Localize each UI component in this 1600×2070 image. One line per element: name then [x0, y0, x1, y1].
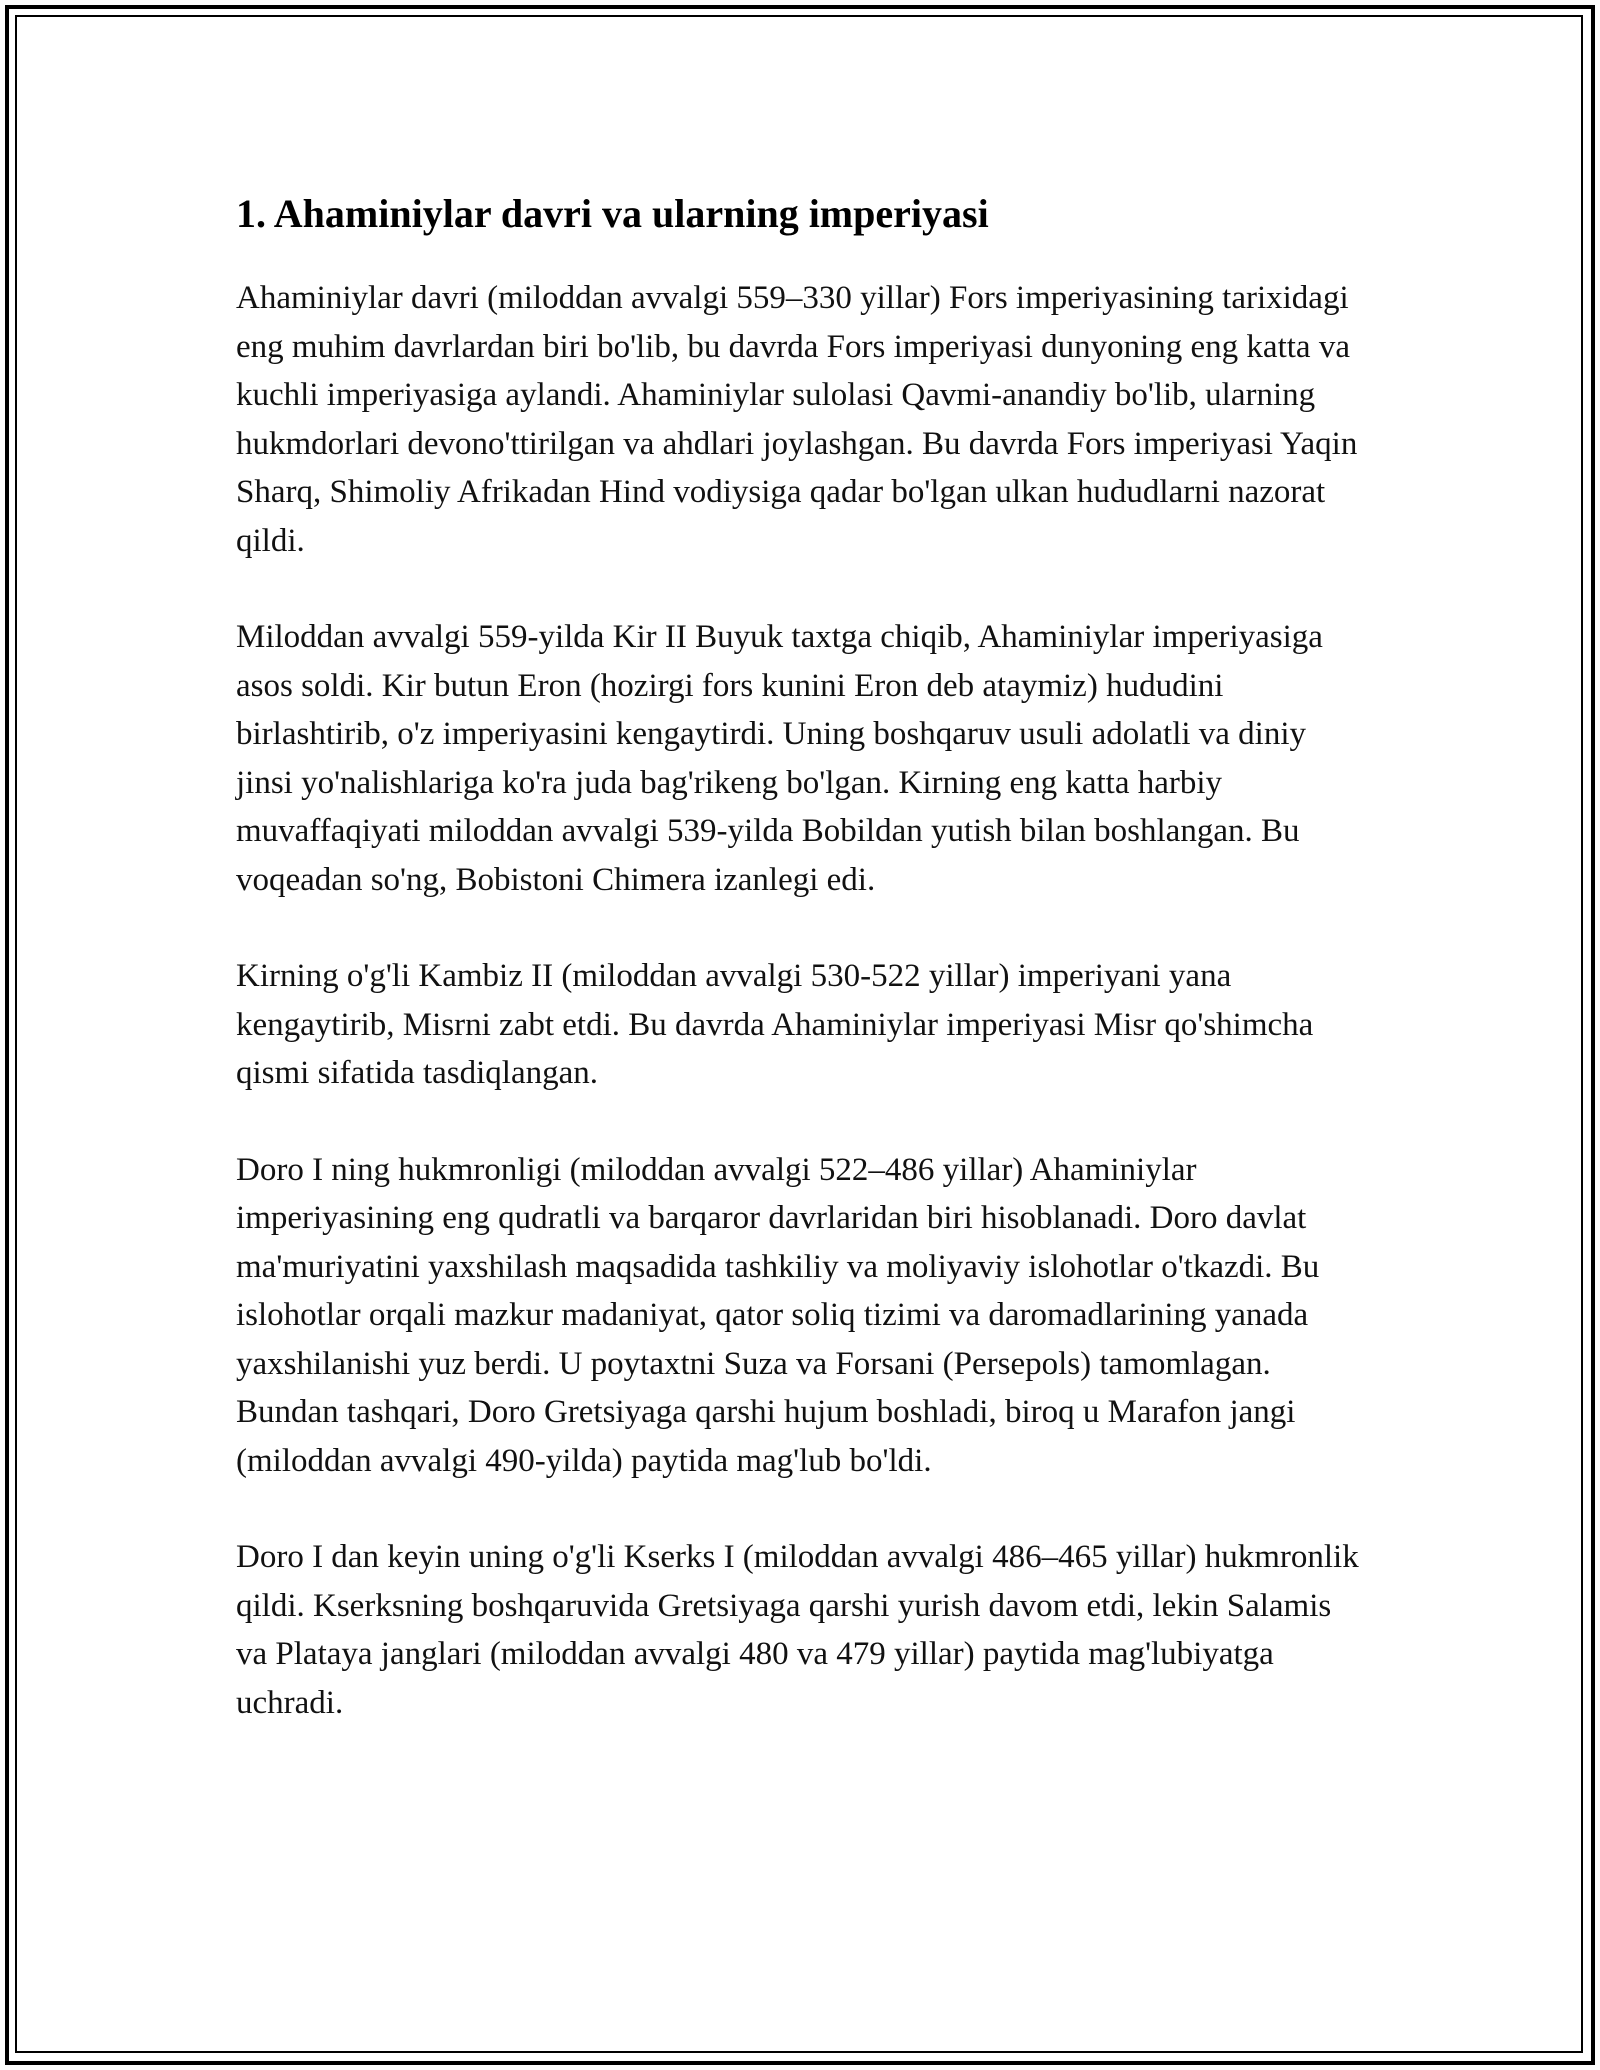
- paragraph-ahaminiylar-davri: Ahaminiylar davri (miloddan avvalgi 559–330 yillar) Fors imperiyasining tarixidagi eng muhim davrlardan biri bo'lib, bu davrda Fors imperiyasi dunyoning eng katta va kuchli imperiyasiga aylandi. Ahaminiylar sulolasi Qavmi-anandiy bo'lib, ularning hukmdorlari devono'ttirilgan va ahdlari joylashgan. Bu davrda Fors imperiyasi Yaqin Sharq, Shimoliy Afrikadan Hind vodiysiga qadar bo'lgan ulkan hududlarni nazorat qildi.: [236, 280, 1358, 559]
- paragraph-kambiz-ii: Kirning o'g'li Kambiz II (miloddan avvalgi 530-522 yillar) imperiyani yana kengaytirib, Misrni zabt etdi. Bu davrda Ahaminiylar imperiyasi Misr qo'shimcha qismi sifatida tasdiqlangan.: [236, 958, 1314, 1091]
- section-heading: 1. Ahaminiylar davri va ularning imperiyasi: [236, 191, 989, 236]
- paragraph-kserks-i: Doro I dan keyin uning o'g'li Kserks I (miloddan avvalgi 486–465 yillar) hukmronlik qildi. Kserksning boshqaruvida Gretsiyaga qarshi yurish davom etdi, lekin Salamis va Plataya janglari (miloddan avvalgi 480 va 479 yillar) paytida mag'lubiyatga uchradi.: [236, 1539, 1359, 1721]
- paragraph-kir-ii: Miloddan avvalgi 559-yilda Kir II Buyuk taxtga chiqib, Ahaminiylar imperiyasiga asos soldi. Kir butun Eron (hozirgi fors kunini Eron deb ataymiz) hududini birlashtirib, o'z imperiyasini kengaytirdi. Uning boshqaruv usuli adolatli va diniy jinsi yo'nalishlariga ko'ra juda bag'rikeng bo'lgan. Kirning eng katta harbiy muvaffaqiyati miloddan avvalgi 539-yilda Bobildan yutish bilan boshlangan. Bu voqeadan so'ng, Bobistoni Chimera izanlegi edi.: [236, 619, 1323, 898]
- paragraph-doro-i: Doro I ning hukmronligi (miloddan avvalgi 522–486 yillar) Ahaminiylar imperiyasining eng qudratli va barqaror davrlaridan biri hisoblanadi. Doro davlat ma'muriyatini yaxshilash maqsadida tashkiliy va moliyaviy islohotlar o'tkazdi. Bu islohotlar orqali mazkur madaniyat, qator soliq tizimi va daromadlarining yanada yaxshilanishi yuz berdi. U poytaxtni Suza va Forsani (Persepols) tamomlagan. Bundan tashqari, Doro Gretsiyaga qarshi hujum boshladi, biroq u Marafon jangi (miloddan avvalgi 490-yilda) paytida mag'lub bo'ldi.: [236, 1151, 1320, 1479]
- document-body: [236, 186, 1366, 1775]
